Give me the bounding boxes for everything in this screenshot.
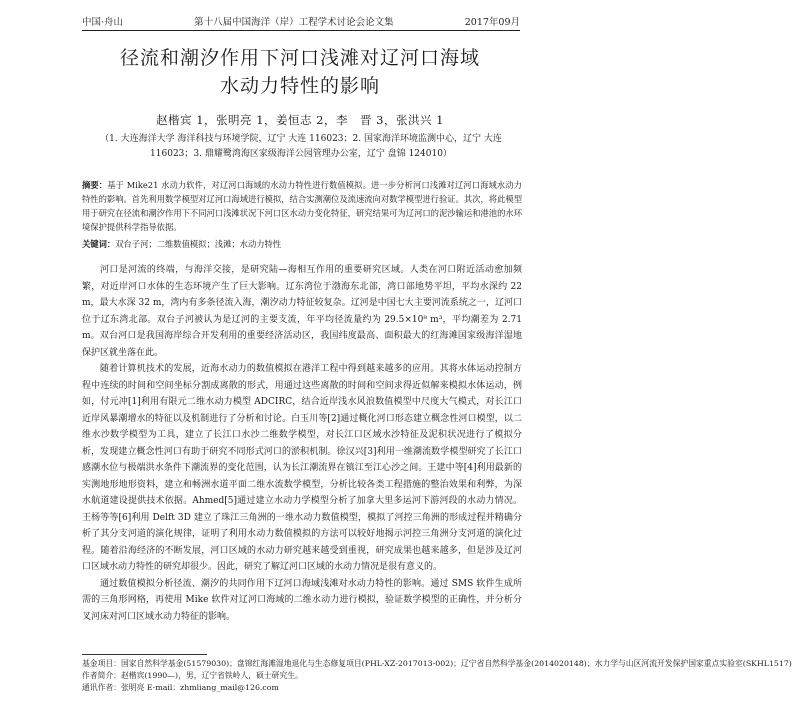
footnote-author: 作者简介：赵楷宾(1990—)，男，辽宁省铁岭人，硕士研究生。 [82,671,303,680]
body-paragraph-2: 随着计算机技术的发展，近海水动力的数值模拟在港洋工程中得到越来越多的应用。其将水体运动控制方程中连续的时间和空间坐标分割成离散的形式，用通过这些离散的时间和空间求得近似解来模拟水体运动，例如，付元冲[1]利用有限元二维水动力模型 ADCIRC，结合近岸浅水风浪数值模型中尺度大气模式，对长江口近岸风暴潮增水的特征以及机制进行了分析和讨论。白玉川等[2]通过概化河口形态建立概念性河口模型，以二维水沙数学模型为工具，建立了长江口水沙二维数学模型，对长江口区域水沙特征及泥积状况进行了模拟分析，发现建立概念性河口有助于研究不同形式河口的淤积机制。徐汉兴[3]利用一维潮流数学模型研究了长江口感潮水位与极端洪水条件下潮流界的变化范围，认为长江潮流界在镇江至江心沙之间。王建中等[4]利用最新的实测地形地形资料，建立和畅洲水道平面二维水流数学模型，分析比较各类工程措施的整治效果和利弊，为深水航道建设提供技术依据。Ahmed[5]通过建立水动力学模型分析了加拿大里多运河下游河段的水动力情况。王杨等等[6]利用 Delft 3D 建立了珠江三角洲的一维水动力数值模型，模拟了河控三角洲的形成过程并精确分析了其分支河道的演化规律，证明了利用水动力数值模拟的方法可以较好地揭示河控三角洲分支河道的演化过程。随着沿海经济的不断发展，河口区域的水动力研究越来越受到重视，研究成果也越来越多，但是涉及辽河口区域水动力特性的研究却很少。因此，研究了解辽河口区域的水动力情况是很有意义的。 [82,364,522,572]
running-header [82,14,520,28]
header-location: 中国·舟山 [82,17,124,28]
footnotes [82,658,792,694]
author-list: 赵楷宾 1，张明亮 1，姜恒志 2，李 晋 3，张洪兴 1 [156,113,444,127]
affiliation-line-1: （1. 大连海洋大学 海洋科技与环境学院，辽宁 大连 116023；2. 国家海洋环境监测中心，辽宁 大连 [100,134,502,144]
footnote-fund: 基金项目：国家自然科学基金(51579030)；盘锦红海滩湿地退化与生态修复项目(PHL-XZ-2017013-002)；辽宁省自然科学基金(2014020148)；水力学与山区河流开发保护国家重点实验室(SKHL1517) [82,659,792,668]
body-text [82,262,522,625]
title-line-2: 水动力特性的影响 [219,75,380,97]
body-paragraph-1: 河口是河流的终端，与海洋交接，是研究陆—海相互作用的重要研究区域。人类在河口附近活动愈加频繁，对近岸河口水体的生态环境产生了巨大影响。辽东湾位于渤海东北部，湾口部地势平坦，平均水深约 22 m，最大水深 32 m，湾内有多条径流入海，潮汐动力特征较复杂。辽河是中国七大主要河流系统之一，辽河口位于辽东湾北部。双台子河被认为是辽河的主要支流，年平均径流量约为 29.5×10⁸ m³，平均潮差为 2.71 m。双台河口是我国海岸综合开发利用的重要经济活动区，我国纬度最高、面积最大的红海滩国家级海洋湿地保护区就坐落在此。 [82,265,522,358]
body-paragraph-3: 通过数值模拟分析径流、潮汐的共同作用下辽河口海域浅滩对水动力特性的影响。通过 SMS 软件生成所需的三角形网格，再使用 Mike 软件对辽河口海域的二维水动力进行模拟，验证数学模型的正确性，并分析分叉河床对河口区域水动力特征的影响。 [82,578,522,622]
keywords-label: 关键词： [82,239,116,249]
abstract-text: 基于 Mike21 水动力软件，对辽河口海域的水动力特性进行数值模拟。进一步分析河口浅滩对辽河口海域水动力特性的影响。首先利用数学模型对辽河口海域进行模拟，结合实测潮位及流速流向对数学模型进行验证。其次，将此模型用于研究在径流和潮汐作用下不同河口浅滩状况下河口区水动力变化特征，研究结果可为辽河口的泥沙输运和港池的水环境保护提供科学指导依据。 [82,180,522,232]
keywords-text: 双台子河；二维数值模拟；浅滩；水动力特性 [115,239,282,249]
header-date: 2017年09月 [464,17,520,28]
footnote-contact: 通讯作者：张明亮 E-mail：zhmliang_mail@126.com [82,683,279,692]
title-line-1: 径流和潮汐作用下河口浅滩对辽河口海域 [119,47,480,69]
keywords [82,237,522,251]
affiliation-line-2: 116023；3. 鼎耀鹭湾海区家级海洋公园管理办公室，辽宁 盘锦 124010） [150,149,452,159]
affiliations [82,132,520,162]
abstract [82,178,522,234]
paper-title [90,44,510,100]
footnote-rule [82,654,207,655]
header-proceedings: 第十八届中国海洋（岸）工程学术讨论会论文集 [194,17,394,28]
abstract-label: 摘要： [82,180,108,190]
header-rule [82,30,520,31]
